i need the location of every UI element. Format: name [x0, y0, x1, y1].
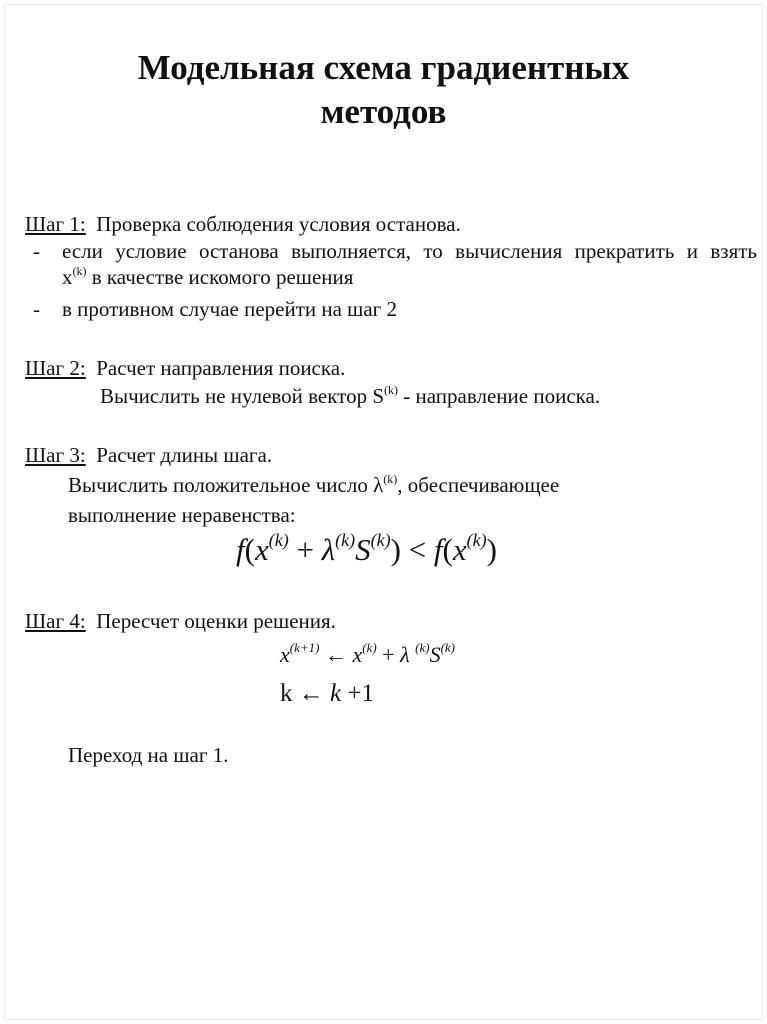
step3-text-before: Вычислить положительное число λ — [68, 473, 384, 497]
step2-text-after: - направление поиска. — [398, 384, 601, 408]
update-formula: $x^{(k+1)}$ ← $x^{(k)} + \lambda$ $^{(k)}S^{(k)}$ — [280, 640, 455, 667]
step3-text-after: , обеспечивающее — [397, 473, 560, 497]
step2-heading — [25, 355, 345, 381]
slide-title-line1: Модельная схема градиентных — [137, 48, 630, 87]
sup-k: (k) — [384, 383, 399, 397]
step4-label: Шаг 4: — [25, 609, 86, 633]
step3-line2: выполнение неравенства: — [68, 503, 296, 527]
inequality-formula: $f(x^{(k)} + \lambda^{(k)}S^{(k)}) < f(x^{(k)})$ — [236, 530, 497, 567]
slide-title-line2: методов — [320, 92, 447, 131]
step1-label: Шаг 1: — [25, 212, 86, 236]
step4-heading-text: Пересчет оценки решения. — [96, 609, 336, 633]
bullet-mark: - — [33, 239, 40, 263]
increment-formula: k ← k +1 — [280, 680, 374, 707]
step1-heading — [25, 211, 461, 237]
step1-bullet2: в противном случае перейти на шаг 2 — [62, 297, 398, 321]
step1-bullet1-line1: если условие останова выполняется, то вычисления прекратить и взять — [62, 239, 757, 263]
step3-heading — [25, 442, 272, 468]
bullet-mark: - — [33, 297, 40, 321]
step3-heading-text: Расчет длины шага. — [96, 443, 273, 467]
var-x: x — [62, 265, 73, 289]
step3-label: Шаг 3: — [25, 443, 86, 467]
step2-text-before: Вычислить не нулевой вектор S — [100, 384, 385, 408]
step4-heading — [25, 608, 336, 634]
step2-label: Шаг 2: — [25, 356, 86, 380]
goto-step1: Переход на шаг 1. — [68, 743, 229, 767]
sup-k: (k) — [383, 472, 398, 486]
step2-heading-text: Расчет направления поиска. — [96, 356, 346, 380]
sup-k: (k) — [72, 264, 87, 278]
step2-text — [100, 383, 600, 409]
step3-text — [68, 472, 559, 498]
step1-heading-text: Проверка соблюдения условия останова. — [96, 212, 461, 236]
step1-bullet1-line2 — [62, 264, 353, 290]
bullet1-text: в качестве искомого решения — [86, 265, 354, 289]
